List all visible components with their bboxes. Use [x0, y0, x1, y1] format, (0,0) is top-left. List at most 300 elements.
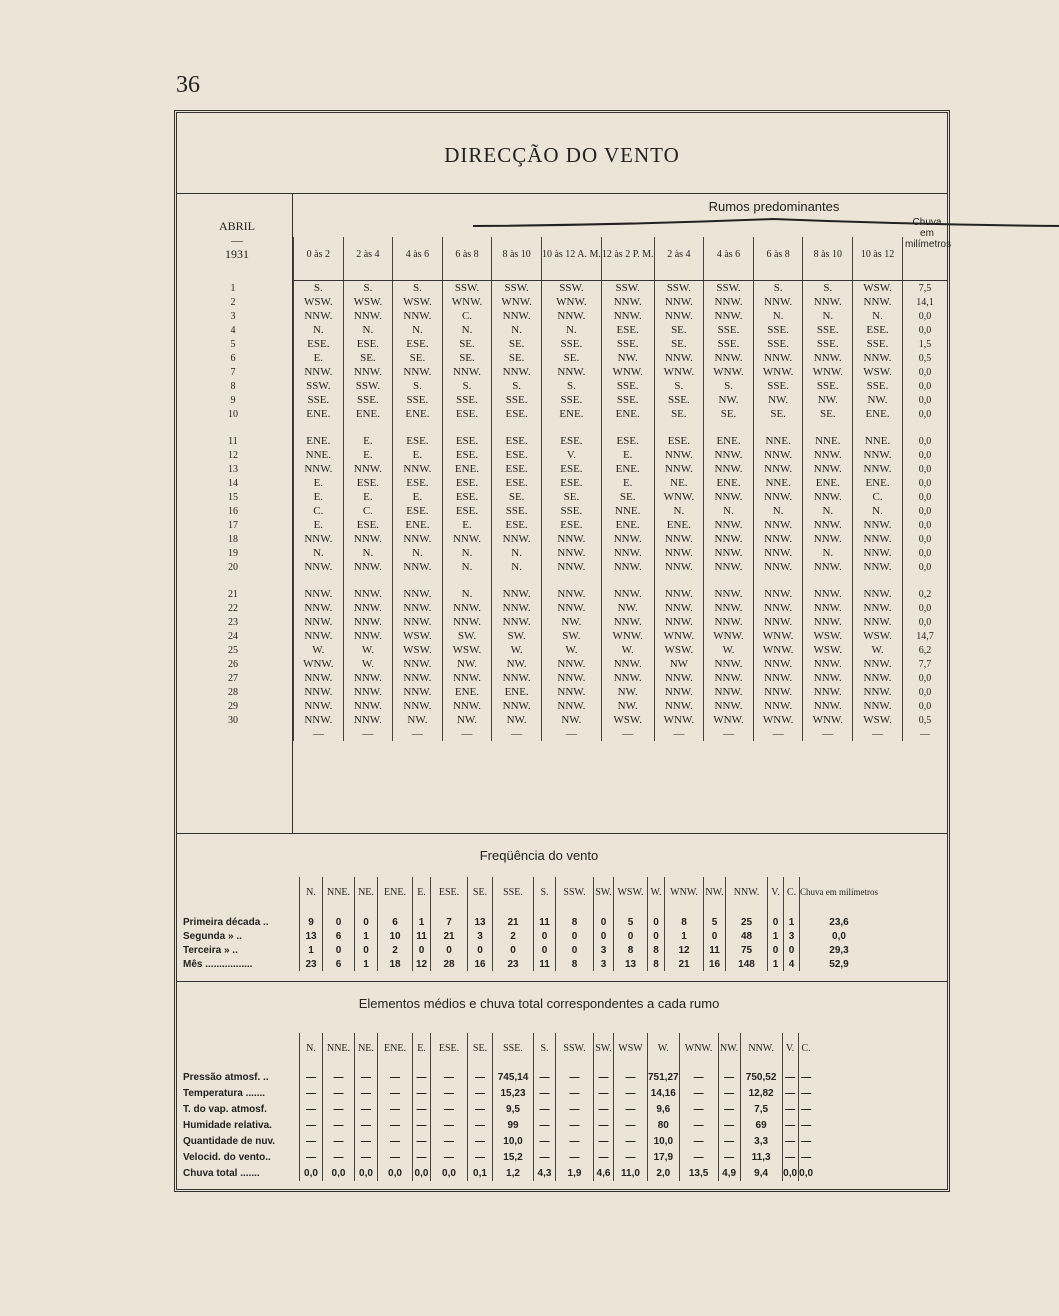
direction-cell: SE. [442, 351, 492, 365]
direction-cell: NNW. [541, 699, 601, 713]
element-cell: — [798, 1101, 814, 1117]
decade-separator [177, 421, 289, 434]
element-cell: — [534, 1069, 556, 1085]
direction-cell: NNW. [753, 699, 803, 713]
spacer-cell [534, 907, 556, 915]
direction-cell: WNW. [753, 643, 803, 657]
elements-title: Elementos médios e chuva total correspondentes a cada rumo [358, 996, 720, 1011]
direction-cell: N. [442, 546, 492, 560]
element-cell: 17,9 [648, 1149, 680, 1165]
row-label: T. do vap. atmosf. [183, 1103, 267, 1115]
element-cell: 99 [493, 1117, 534, 1133]
direction-cell: SSE. [853, 379, 903, 393]
spacer-cell [784, 907, 800, 915]
direction-cell: NW. [393, 713, 443, 727]
element-cell: 1,9 [556, 1165, 594, 1181]
spacer-cell [753, 421, 803, 434]
direction-cell: ENE. [541, 407, 601, 421]
direction-cell: WSW. [803, 643, 853, 657]
rain-cell: 7,5 [902, 281, 947, 295]
direction-cell: NNW. [541, 560, 601, 574]
table-row [294, 504, 948, 518]
direction-cell: ESE. [442, 407, 492, 421]
direction-cell: W. [492, 643, 542, 657]
direction-cell: SSW. [704, 281, 754, 295]
spacer-cell [902, 574, 947, 587]
spacer-cell [814, 1101, 854, 1117]
direction-header: WNW. [665, 877, 704, 907]
rain-cell: 0,0 [902, 560, 947, 574]
day-number: 11 [228, 435, 238, 447]
table-row [294, 546, 948, 560]
direction-cell: WNW. [541, 295, 601, 309]
direction-cell: NNW. [803, 462, 853, 476]
element-cell: 1,2 [493, 1165, 534, 1181]
direction-cell: NNW. [343, 309, 393, 323]
element-cell: — [679, 1117, 718, 1133]
direction-header: ENE. [378, 1033, 413, 1063]
spacer-cell [654, 574, 704, 587]
direction-cell: NW. [541, 615, 601, 629]
page-number: 36 [176, 72, 200, 98]
direction-cell: NNW. [294, 713, 344, 727]
direction-cell: S. [541, 379, 601, 393]
direction-cell: NNW. [541, 309, 601, 323]
direction-cell: NNW. [541, 685, 601, 699]
direction-header: N. [300, 877, 323, 907]
direction-cell: S. [704, 379, 754, 393]
direction-cell: E. [294, 490, 344, 504]
direction-cell: SE. [803, 407, 853, 421]
element-cell: — [413, 1117, 431, 1133]
direction-cell: NNW. [853, 615, 903, 629]
rain-cell: 7,7 [902, 657, 947, 671]
direction-cell: SSE. [492, 504, 542, 518]
direction-cell: ESE. [541, 462, 601, 476]
direction-cell: NNW. [853, 462, 903, 476]
direction-cell: WNW. [492, 295, 542, 309]
element-cell: — [431, 1117, 468, 1133]
direction-cell: WNW. [654, 713, 704, 727]
direction-cell: WNW. [442, 295, 492, 309]
dash-cell: — [654, 727, 704, 741]
element-cell: 15,2 [493, 1149, 534, 1165]
frequency-cell: 4 [784, 957, 800, 971]
direction-cell: NNW. [393, 309, 443, 323]
spacer-cell [648, 907, 665, 915]
rain-cell: 0,0 [902, 309, 947, 323]
direction-cell: NNW. [541, 587, 601, 601]
rain-cell: 0,0 [902, 365, 947, 379]
direction-cell: N. [654, 504, 704, 518]
direction-cell: NNW. [654, 462, 704, 476]
element-cell: 0,0 [300, 1165, 323, 1181]
day-row [177, 281, 289, 295]
frequency-cell: 0 [468, 943, 493, 957]
element-cell: — [679, 1149, 718, 1165]
element-cell: — [355, 1069, 378, 1085]
direction-header: NW. [718, 1033, 740, 1063]
rain-cell: 0,0 [902, 407, 947, 421]
direction-cell: NNW. [853, 448, 903, 462]
direction-cell: ESE. [541, 518, 601, 532]
spacer-cell [814, 1133, 854, 1149]
direction-cell: NNW. [601, 295, 654, 309]
table-row [294, 490, 948, 504]
direction-cell: ENE. [294, 434, 344, 448]
spacer-cell [704, 907, 726, 915]
day-column [177, 237, 289, 727]
direction-cell: SSE. [294, 393, 344, 407]
frequency-cell: 0 [648, 915, 665, 929]
direction-header: WSW [614, 1033, 648, 1063]
element-cell: — [534, 1117, 556, 1133]
spacer-cell [177, 574, 289, 587]
direction-cell: NNW. [442, 671, 492, 685]
element-cell: 0,0 [413, 1165, 431, 1181]
rain-cell: 0,0 [902, 448, 947, 462]
direction-cell: NNW. [541, 657, 601, 671]
element-cell: — [594, 1133, 614, 1149]
direction-cell: SSE. [803, 379, 853, 393]
element-cell: — [378, 1101, 413, 1117]
element-cell: — [413, 1101, 431, 1117]
direction-cell: NW. [803, 393, 853, 407]
frequency-title: Freqüência do vento [479, 848, 599, 863]
rain-cell: 0,0 [902, 601, 947, 615]
table-row [294, 615, 948, 629]
day-row [177, 615, 289, 629]
brace-icon [473, 217, 1059, 227]
spacer-cell [814, 1069, 854, 1085]
direction-cell: NNW. [294, 587, 344, 601]
direction-cell: NNW. [541, 546, 601, 560]
direction-cell: NNW. [753, 685, 803, 699]
row-label: Segunda » .. [183, 930, 242, 942]
direction-cell: WSW. [803, 629, 853, 643]
spacer-cell [726, 907, 768, 915]
day-row [177, 434, 289, 448]
element-cell: — [300, 1133, 323, 1149]
direction-cell: NNW. [753, 448, 803, 462]
table-row [294, 295, 948, 309]
element-cell: 9,5 [493, 1101, 534, 1117]
element-cell: 4,6 [594, 1165, 614, 1181]
row-label: Mês ................. [183, 958, 253, 970]
direction-header: WSW. [614, 877, 648, 907]
element-cell: 14,16 [648, 1085, 680, 1101]
direction-cell: NNW. [704, 351, 754, 365]
day-row [177, 323, 289, 337]
direction-cell: SE. [492, 337, 542, 351]
table-row [177, 1085, 854, 1101]
element-cell: — [431, 1069, 468, 1085]
spacer-cell [594, 907, 614, 915]
direction-cell: WSW. [343, 295, 393, 309]
element-cell: — [468, 1133, 493, 1149]
direction-cell: NNW. [393, 365, 443, 379]
direction-header: WNW. [679, 1033, 718, 1063]
direction-cell: SW. [492, 629, 542, 643]
element-cell: 69 [740, 1117, 782, 1133]
direction-cell: NNW. [654, 309, 704, 323]
element-cell: — [300, 1101, 323, 1117]
rain-cell: 0,0 [902, 518, 947, 532]
rain-cell: 1,5 [902, 337, 947, 351]
table-row [294, 671, 948, 685]
direction-cell: SSE. [541, 337, 601, 351]
element-cell: — [594, 1085, 614, 1101]
direction-cell: NNW. [343, 713, 393, 727]
direction-cell: NNE. [601, 504, 654, 518]
direction-cell: NNW. [541, 601, 601, 615]
frequency-cell: 21 [431, 929, 468, 943]
direction-cell: W. [343, 657, 393, 671]
direction-cell: NNW. [803, 685, 853, 699]
direction-cell: NNW. [704, 490, 754, 504]
element-cell: — [323, 1101, 355, 1117]
direction-cell: ESE. [654, 434, 704, 448]
direction-cell: NW. [601, 685, 654, 699]
direction-cell: NNW. [853, 351, 903, 365]
direction-cell: SSE. [442, 393, 492, 407]
spacer-cell [704, 574, 754, 587]
frequency-cell: 8 [556, 957, 594, 971]
direction-cell: NNW. [853, 518, 903, 532]
spacer-cell [343, 574, 393, 587]
table-row [294, 685, 948, 699]
direction-cell: NNW. [753, 560, 803, 574]
table-row [177, 1069, 854, 1085]
frequency-cell: 11 [704, 943, 726, 957]
spacer-cell [393, 574, 443, 587]
direction-cell: ENE. [601, 518, 654, 532]
element-cell: — [355, 1149, 378, 1165]
direction-cell: NNW. [442, 532, 492, 546]
direction-header: SW. [594, 1033, 614, 1063]
direction-cell: SE. [601, 490, 654, 504]
direction-cell: NNW. [294, 685, 344, 699]
element-cell: — [323, 1085, 355, 1101]
element-cell: — [556, 1117, 594, 1133]
direction-cell: NNW. [654, 295, 704, 309]
direction-cell: SE. [393, 351, 443, 365]
spacer-cell [601, 421, 654, 434]
spacer-cell [468, 907, 493, 915]
row-label: Terceira » .. [183, 944, 238, 956]
direction-cell: SSW. [601, 281, 654, 295]
direction-header: SSE. [493, 1033, 534, 1063]
direction-cell: SSE. [803, 337, 853, 351]
frequency-cell: 12 [665, 943, 704, 957]
direction-cell: W. [343, 643, 393, 657]
direction-cell: N. [853, 504, 903, 518]
spacer-cell [294, 421, 344, 434]
page-title: DIRECÇÃO DO VENTO [444, 143, 680, 167]
frequency-cell: 8 [665, 915, 704, 929]
frequency-cell: 21 [665, 957, 704, 971]
direction-cell: N. [294, 323, 344, 337]
direction-cell: SSW. [492, 281, 542, 295]
direction-cell: E. [343, 490, 393, 504]
frequency-cell: 7 [431, 915, 468, 929]
direction-cell: NNW. [753, 295, 803, 309]
direction-cell: ESE. [541, 434, 601, 448]
element-cell: — [679, 1069, 718, 1085]
direction-cell: NNW. [343, 601, 393, 615]
rain-cell: 0,0 [902, 379, 947, 393]
rain-cell: 0,0 [902, 532, 947, 546]
direction-cell: S. [393, 281, 443, 295]
hour-header: 6 às 8 [442, 237, 492, 271]
direction-cell: NNW. [393, 699, 443, 713]
direction-cell: ESE. [343, 476, 393, 490]
direction-cell: NNW. [704, 685, 754, 699]
element-cell: — [782, 1117, 798, 1133]
spacer-cell [800, 907, 879, 915]
rain-cell: 52,9 [800, 957, 879, 971]
day-number: 19 [228, 547, 238, 559]
direction-cell: NNW. [541, 671, 601, 685]
direction-cell: NNW. [704, 309, 754, 323]
element-cell: 745,14 [493, 1069, 534, 1085]
frequency-cell: 0 [556, 943, 594, 957]
frequency-cell: 16 [468, 957, 493, 971]
frequency-cell: 16 [704, 957, 726, 971]
element-cell: — [534, 1085, 556, 1101]
direction-cell: NW. [442, 657, 492, 671]
direction-cell: E. [442, 518, 492, 532]
element-cell: — [534, 1101, 556, 1117]
direction-cell: WNW. [654, 365, 704, 379]
elements-header-row [177, 1033, 854, 1063]
rain-cell: 0,0 [902, 323, 947, 337]
direction-cell: N. [343, 323, 393, 337]
table-row [294, 434, 948, 448]
direction-cell: NW. [492, 657, 542, 671]
direction-cell: WSW. [393, 643, 443, 657]
element-cell: — [679, 1101, 718, 1117]
element-cell: — [594, 1149, 614, 1165]
direction-cell: ENE. [654, 518, 704, 532]
element-cell: — [355, 1085, 378, 1101]
direction-cell: NNW. [654, 560, 704, 574]
direction-cell: NNW. [654, 615, 704, 629]
direction-cell: SSE. [601, 337, 654, 351]
frequency-header-row [177, 877, 878, 907]
frequency-cell: 0 [614, 929, 648, 943]
direction-cell: S. [294, 281, 344, 295]
day-row [177, 504, 289, 518]
rain-cell: 23,6 [800, 915, 879, 929]
direction-cell: ESE. [601, 323, 654, 337]
hour-header: 0 às 2 [294, 237, 344, 271]
element-cell: — [679, 1085, 718, 1101]
day-number: 30 [228, 714, 238, 726]
day-number: 7 [230, 366, 236, 378]
rain-cell: 14,1 [902, 295, 947, 309]
element-cell: 0,0 [323, 1165, 355, 1181]
direction-cell: WNW. [753, 713, 803, 727]
element-cell: — [431, 1101, 468, 1117]
direction-cell: SE. [442, 337, 492, 351]
direction-cell: NNW. [753, 462, 803, 476]
direction-cell: NNW. [541, 532, 601, 546]
element-cell: — [300, 1149, 323, 1165]
direction-cell: NNW. [803, 657, 853, 671]
day-number: 24 [228, 630, 238, 642]
table-row [294, 379, 948, 393]
direction-cell: N. [442, 560, 492, 574]
direction-cell: NNE. [803, 434, 853, 448]
direction-cell: SW. [442, 629, 492, 643]
direction-cell: NNW. [492, 587, 542, 601]
direction-cell: N. [492, 323, 542, 337]
element-cell: — [782, 1133, 798, 1149]
frequency-cell: 23 [300, 957, 323, 971]
frequency-cell: 11 [534, 957, 556, 971]
day-number: 22 [228, 602, 238, 614]
element-cell: — [413, 1085, 431, 1101]
element-cell: — [378, 1069, 413, 1085]
direction-cell: NNW. [294, 629, 344, 643]
element-cell: 0,1 [468, 1165, 493, 1181]
frequency-cell: 0 [493, 943, 534, 957]
day-number: 25 [228, 644, 238, 656]
spacer-cell [803, 421, 853, 434]
rain-cell: 29,3 [800, 943, 879, 957]
direction-cell: SE. [654, 407, 704, 421]
element-cell: — [614, 1133, 648, 1149]
frequency-cell: 8 [648, 943, 665, 957]
day-row [177, 699, 289, 713]
table-row [294, 365, 948, 379]
frequency-cell: 9 [300, 915, 323, 929]
hour-header: 6 às 8 [753, 237, 803, 271]
direction-cell: C. [343, 504, 393, 518]
direction-cell: N. [853, 309, 903, 323]
element-cell: 10,0 [493, 1133, 534, 1149]
direction-header: SE. [468, 877, 493, 907]
direction-cell: ESE. [492, 518, 542, 532]
day-number: 12 [228, 449, 238, 461]
direction-cell: NNW. [343, 462, 393, 476]
direction-cell: NNW. [654, 448, 704, 462]
day-row [177, 351, 289, 365]
day-row [177, 601, 289, 615]
direction-cell: NNW. [753, 490, 803, 504]
spacer-cell [704, 421, 754, 434]
row-label: Primeira década .. [183, 916, 269, 928]
direction-cell: ENE. [393, 518, 443, 532]
direction-cell: NNW. [343, 615, 393, 629]
direction-cell: NNW. [753, 587, 803, 601]
direction-cell: E. [393, 490, 443, 504]
direction-header: C. [784, 877, 800, 907]
direction-header: C. [798, 1033, 814, 1063]
element-cell: — [798, 1117, 814, 1133]
frequency-cell: 0 [768, 915, 784, 929]
direction-cell: NNW. [704, 657, 754, 671]
direction-header: ENE. [378, 877, 413, 907]
direction-cell: NNW. [753, 532, 803, 546]
table-row [177, 1117, 854, 1133]
direction-cell: SW. [541, 629, 601, 643]
element-cell: — [300, 1085, 323, 1101]
spacer-cell [393, 421, 443, 434]
direction-cell: NNW. [601, 532, 654, 546]
direction-cell: W. [601, 643, 654, 657]
